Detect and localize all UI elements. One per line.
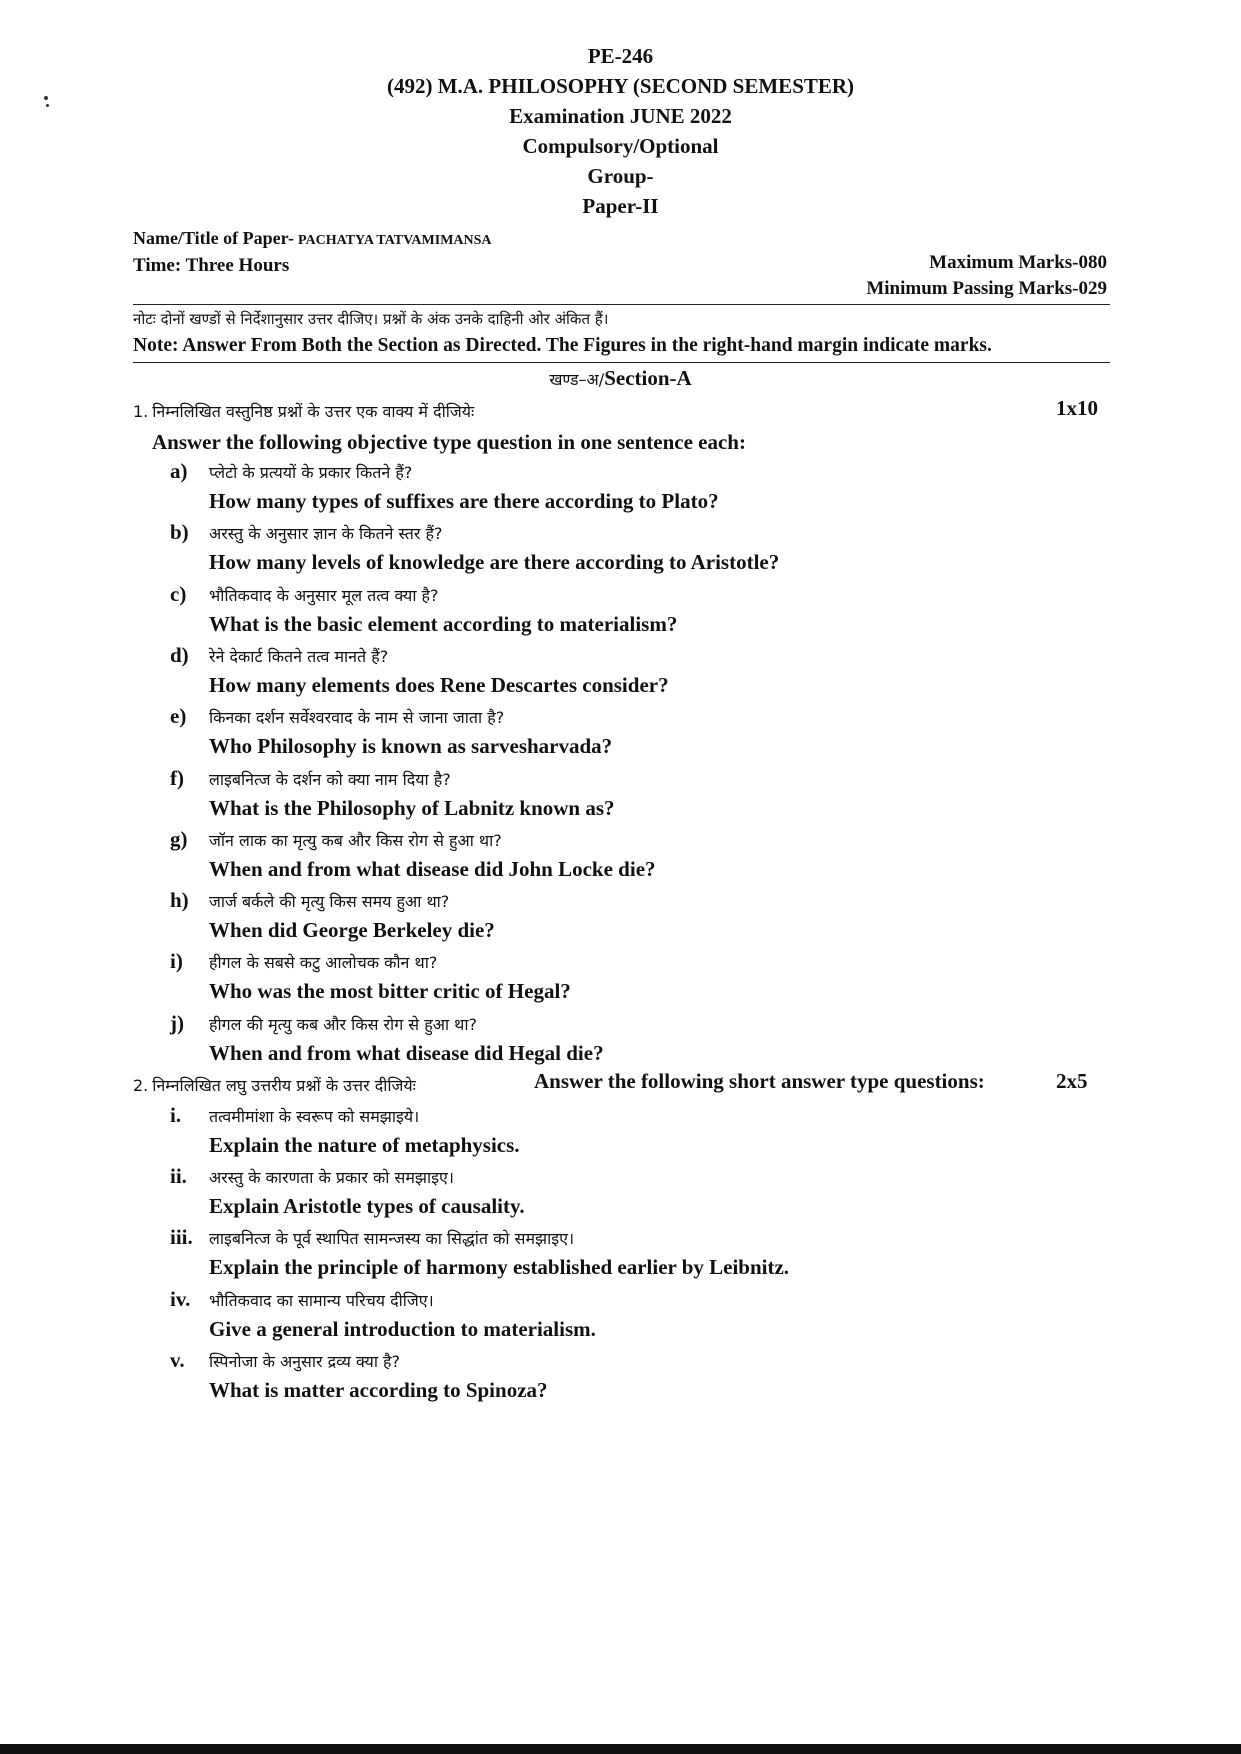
paper-name-value: PACHATYA TATVAMIMANSA <box>297 233 492 248</box>
q2-item-label: iv. <box>170 1286 191 1311</box>
paper-number: Paper-II <box>582 194 659 218</box>
q2-item-label: i. <box>170 1103 182 1127</box>
exam-duration: Time: Three Hours <box>133 255 290 276</box>
q1-item-hindi: जार्ज बर्कले की मृत्यु किस समय हुआ था? <box>209 892 450 912</box>
q1-item-hindi: अरस्तु के अनुसार ज्ञान के कितने स्तर हैं? <box>209 524 443 544</box>
q1-item-english: How many elements does Rene Descartes consider? <box>209 672 669 697</box>
q1-marks: 1x10 <box>1056 396 1098 420</box>
q1-item-english: When did George Berkeley die? <box>209 918 495 943</box>
q1-item-label: d) <box>170 642 189 667</box>
note-english: Note: Answer From Both the Section as Directed. The Figures in the right-hand margin indicate marks. <box>133 335 992 356</box>
q1-item-hindi: लाइबनित्ज के दर्शन को क्या नाम दिया है? <box>209 769 451 789</box>
q1-item-label: a) <box>170 459 188 483</box>
paper-type: Compulsory/Optional <box>522 134 719 158</box>
q2-item-hindi: तत्वमीमांशा के स्वरूप को समझाइये। <box>209 1107 420 1126</box>
paper-group: Group- <box>587 164 654 188</box>
minimum-passing-marks: Minimum Passing Marks-029 <box>866 278 1107 299</box>
course-title: (492) M.A. PHILOSOPHY (SECOND SEMESTER) <box>386 74 855 98</box>
q1-item-hindi: हीगल की मृत्यु कब और किस रोग से हुआ था? <box>209 1014 477 1034</box>
exam-session: Examination JUNE 2022 <box>509 104 732 128</box>
q2-heading <box>133 1074 416 1096</box>
q1-item-english: When and from what disease did John Locke die? <box>209 856 656 881</box>
q1-english: Answer the following objective type question in one sentence each: <box>152 430 746 454</box>
q1-hindi: निम्नलिखित वस्तुनिष्ठ प्रश्नों के उत्तर एक वाक्य में दीजियेः <box>152 402 475 421</box>
section-a-title: Section-A <box>604 366 692 390</box>
q1-item-label: e) <box>170 704 187 729</box>
q1-item-hindi: रेने देकार्ट कितने तत्व मानते हैं? <box>209 646 389 666</box>
q2-item-label: iii. <box>170 1225 193 1250</box>
q1-number: 1. <box>133 402 149 421</box>
q1-item-label: f) <box>170 765 184 790</box>
q1-item-english: What is the basic element according to materialism? <box>209 611 678 636</box>
q2-item-english: What is matter according to Spinoza? <box>209 1377 548 1402</box>
q2-item-label: v. <box>170 1347 185 1372</box>
note-hindi: नोटः दोनों खण्डों से निर्देशानुसार उत्तर दीजिए। प्रश्नों के अंक उनके दाहिनी ओर अंकित हैं। <box>133 310 609 328</box>
q2-hindi: निम्नलिखित लघु उत्तरीय प्रश्नों के उत्तर दीजियेः <box>152 1076 416 1095</box>
q1-item-hindi: हीगल के सबसे कटु आलोचक कौन था? <box>209 953 438 973</box>
scan-edge <box>0 1744 1241 1754</box>
q2-item-hindi: अरस्तु के कारणता के प्रकार को समझाइए। <box>209 1168 454 1188</box>
maximum-marks: Maximum Marks-080 <box>929 252 1107 273</box>
q1-item-hindi: प्लेटो के प्रत्ययों के प्रकार कितने हैं? <box>209 463 413 482</box>
q1-item-english: Who Philosophy is known as sarvesharvada? <box>209 734 613 759</box>
q2-item-english: Give a general introduction to materialism. <box>209 1316 596 1341</box>
scan-speck <box>46 104 49 107</box>
q1-heading-hindi <box>133 400 474 422</box>
q2-item-english: Explain Aristotle types of causality. <box>209 1194 525 1219</box>
q1-item-english: What is the Philosophy of Labnitz known as? <box>209 795 615 820</box>
section-a-hindi: खण्ड–अ/ <box>549 370 605 389</box>
q2-item-label: ii. <box>170 1164 187 1189</box>
q2-item-english: Explain the nature of metaphysics. <box>209 1133 520 1157</box>
q2-item-english: Explain the principle of harmony established earlier by Leibnitz. <box>209 1255 790 1280</box>
q1-item-english: Who was the most bitter critic of Hegal? <box>209 979 571 1004</box>
q1-item-label: c) <box>170 581 187 606</box>
q2-item-hindi: भौतिकवाद का सामान्य परिचय दीजिए। <box>209 1290 434 1310</box>
paper-name-label: Name/Title of Paper- <box>133 228 294 248</box>
q1-item-label: i) <box>170 949 183 974</box>
q1-item-hindi: किनका दर्शन सर्वेश्वरवाद के नाम से जाना जाता है? <box>209 708 505 728</box>
q2-item-hindi: लाइबनित्ज के पूर्व स्थापित सामन्जस्य का सिद्धांत को समझाइए। <box>209 1229 575 1249</box>
q1-item-english: How many levels of knowledge are there according to Aristotle? <box>209 550 780 575</box>
divider-top <box>133 304 1110 305</box>
scan-speck <box>44 96 48 100</box>
q2-english: Answer the following short answer type questions: <box>534 1069 985 1093</box>
section-a-heading <box>0 366 1241 391</box>
q1-item-english: When and from what disease did Hegal die? <box>209 1040 604 1065</box>
paper-code: PE-246 <box>587 44 654 68</box>
q1-item-label: b) <box>170 520 189 545</box>
q1-item-hindi: जॉन लाक का मृत्यु कब और किस रोग से हुआ था? <box>209 830 502 850</box>
q2-marks: 2x5 <box>1056 1069 1088 1093</box>
q1-item-english: How many types of suffixes are there according to Plato? <box>209 489 719 513</box>
q1-item-label: j) <box>170 1010 184 1035</box>
q1-item-hindi: भौतिकवाद के अनुसार मूल तत्व क्या है? <box>209 585 439 605</box>
q2-number: 2. <box>133 1076 149 1095</box>
paper-name-row <box>133 228 492 249</box>
q1-item-label: h) <box>170 888 189 913</box>
q2-item-hindi: स्पिनोजा के अनुसार द्रव्य क्या है? <box>209 1351 401 1371</box>
q1-item-label: g) <box>170 826 188 851</box>
divider-bottom <box>133 362 1110 363</box>
